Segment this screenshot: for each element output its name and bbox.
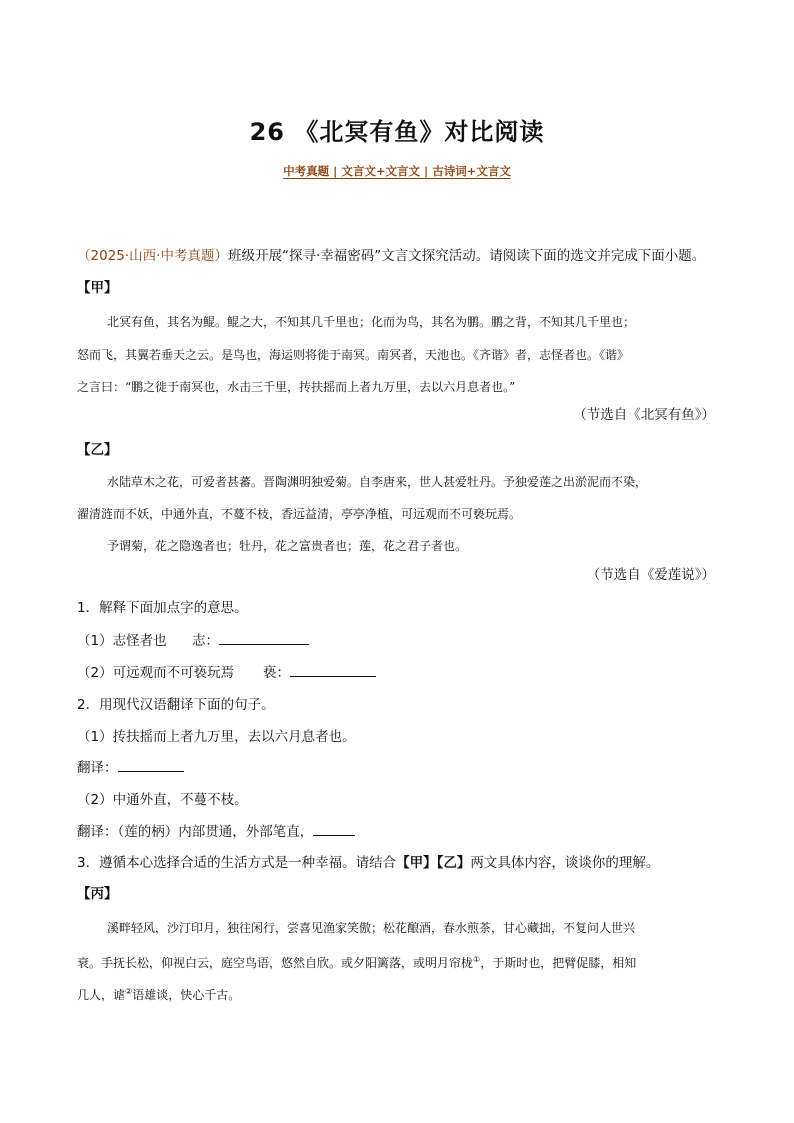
question-3-post: 两文具体内容，谈谈你的理解。: [470, 855, 660, 871]
bing-text: 几人，谑: [77, 988, 126, 1002]
yi-source: （节选自《爱莲说》）: [586, 567, 715, 583]
answer-blank[interactable]: [118, 758, 184, 772]
question-3: [77, 853, 727, 873]
yi-line: 濯清涟而不妖，中通外直，不蔓不枝，香远益清，亭亭净植，可远观而不可亵玩焉。: [77, 507, 522, 521]
yi-line: 予谓菊，花之隐逸者也；牡丹，花之富贵者也；莲，花之君子者也。: [107, 539, 468, 553]
footnote-marker: ①: [473, 955, 481, 964]
page-title: 26 《北冥有鱼》对比阅读: [249, 118, 545, 146]
bing-line: [77, 982, 727, 1005]
jia-line: 北冥有鱼，其名为鲲。鲲之大，不知其几千里也；化而为鸟，其名为鹏。鹏之背，不知其几千里也；: [107, 315, 636, 329]
jia-line: 怒而飞，其翼若垂天之云。是鸟也，海运则将徙于南冥。南冥者，天池也。《齐谐》者，志怪者也。《谐》: [77, 348, 630, 362]
intro-line: [77, 246, 727, 266]
question-source: （2025·山西·中考真题）: [77, 248, 228, 264]
bing-line: 溪畔轻风，沙汀印月，独往闲行，尝喜见渔家笑傲；松花酿酒，春水煎茶，甘心藏拙，不复问人世兴: [107, 921, 636, 935]
bing-label: 【丙】: [77, 886, 118, 902]
question-2-2-answer: [77, 822, 727, 842]
jia-source: （节选自《北冥有鱼》）: [573, 407, 715, 423]
yi-label: 【乙】: [77, 442, 118, 458]
subtitle-text: 中考真题 | 文言文+文言文 | 古诗词+文言文: [283, 164, 511, 178]
answer-blank[interactable]: [219, 631, 309, 645]
question-1-2-char: 亵：: [263, 665, 290, 681]
question-2-2: （2）中通外直，不蔓不枝。: [77, 792, 248, 808]
bing-text: 语雄谈，快心千古。: [132, 988, 241, 1002]
question-2-1: （1）抟扶摇而上者九万里，去以六月息者也。: [77, 729, 356, 745]
yi-line: 水陆草木之花，可爱者甚蕃。晋陶渊明独爱菊。自李唐来，世人甚爱牡丹。予独爱莲之出淤泥而不染，: [107, 475, 648, 489]
question-1-1-text: （1）志怪者也: [77, 633, 167, 649]
translate-label: 翻译：（莲的柄）内部贯通，外部笔直，: [77, 824, 314, 840]
question-1-2: [77, 663, 727, 683]
bing-line: [77, 950, 727, 973]
answer-blank[interactable]: [313, 822, 355, 836]
question-3-yi: 【乙】: [436, 855, 471, 871]
bing-text: 衰。手抚长松，仰视白云，庭空鸟语，悠然自欣。或夕阳篱落，或明月帘栊: [77, 956, 474, 970]
translate-label: 翻译：: [77, 760, 118, 776]
intro-text: 班级开展“探寻·幸福密码”文言文探究活动。请阅读下面的选文并完成下面小题。: [227, 248, 706, 264]
footnote-marker: ②: [125, 987, 133, 996]
jia-line: 之言曰：“鹏之徙于南冥也，水击三千里，抟扶摇而上者九万里，去以六月息者也。”: [77, 380, 516, 394]
question-1-2-text: （2）可远观而不可亵玩焉: [77, 665, 235, 681]
bing-text: ，于斯时也，把臂促膝，相知: [480, 956, 637, 970]
question-1-1: [77, 631, 727, 651]
question-1-1-char: 志：: [192, 633, 219, 649]
question-1: 1．解释下面加点字的意思。: [77, 600, 248, 616]
page-subtitle: [0, 163, 794, 179]
answer-blank[interactable]: [290, 663, 376, 677]
question-3-pre: 3．遵循本心选择合适的生活方式是一种幸福。请结合: [77, 855, 397, 871]
question-2-1-answer: [77, 758, 727, 778]
question-3-jia: 【甲】: [396, 855, 437, 871]
question-2: 2．用现代汉语翻译下面的句子。: [77, 697, 275, 713]
jia-label: 【甲】: [77, 280, 118, 296]
